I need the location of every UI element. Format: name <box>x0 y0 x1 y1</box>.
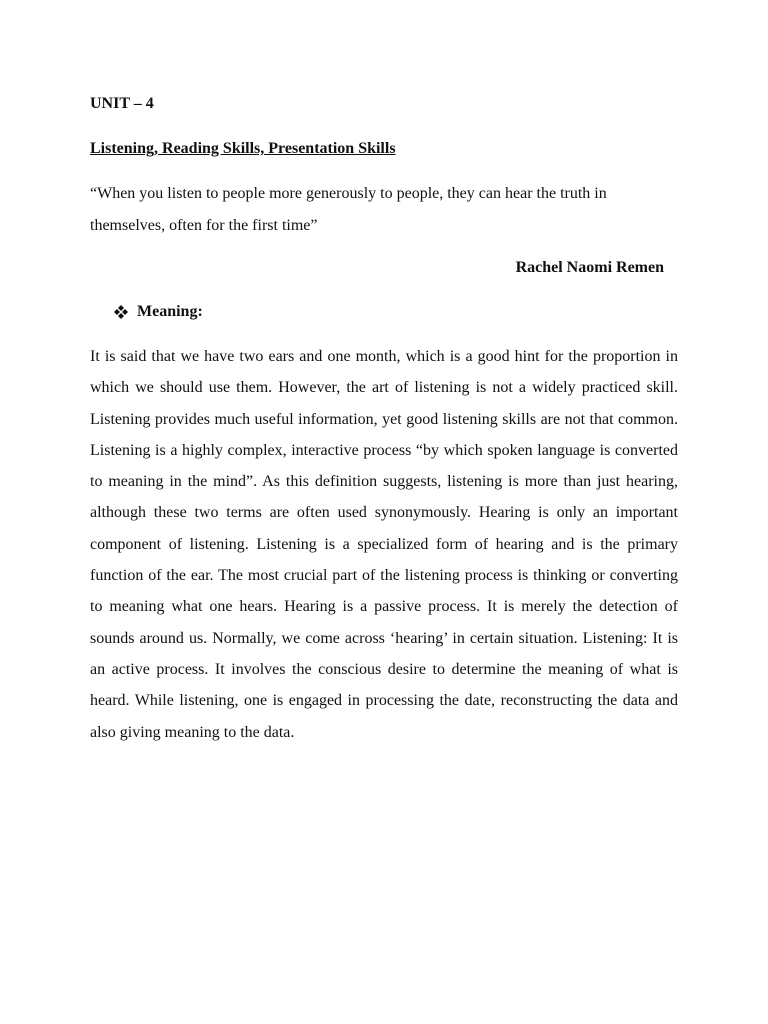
body-paragraph: It is said that we have two ears and one month, which is a good hint for the proportion in which we should use them. However, the art of listening is not a widely practiced skill. Listening provides much useful information, yet good listening skills are not that common. Listening is a highly complex, interactive process “by which spoken language is converted to meaning in the mind”. As this definition suggests, listening is more than just hearing, although these two terms are often used synonymously. Hearing is only an important component of listening. Listening is a specialized form of hearing and is the primary function of the ear. The most crucial part of the listening process is thinking or converting to meaning what one hears. Hearing is a passive process. It is merely the detection of sounds around us. Normally, we come across ‘hearing’ in certain situation. Listening: It is an active process. It involves the conscious desire to determine the meaning of what is heard. While listening, one is engaged in processing the date, reconstructing the data and also giving meaning to the data. <box>90 348 678 741</box>
quote-text: “When you listen to people more generously to people, they can hear the truth in themselves, often for the first time” <box>90 185 607 234</box>
unit-heading: UNIT – 4 <box>90 95 154 112</box>
section-heading-meaning <box>113 302 203 322</box>
section-heading-label: Meaning: <box>137 303 203 320</box>
diamond-bullet-icon <box>113 304 129 320</box>
page-title: Listening, Reading Skills, Presentation Skills <box>90 140 396 157</box>
quote-author: Rachel Naomi Remen <box>515 259 664 276</box>
